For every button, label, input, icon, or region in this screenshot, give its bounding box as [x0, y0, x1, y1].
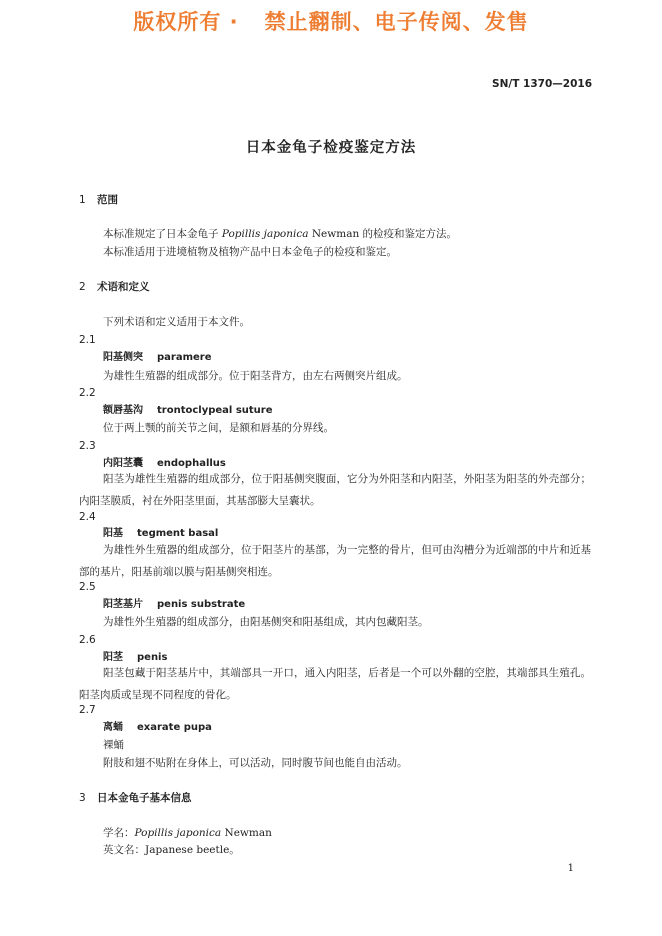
term-2-3-definition: 阳茎为雄性生殖器的组成部分，位于阳基侧突腹面，它分为外阳茎和内阳茎，外阳茎为阳茎的外壳部分；内阳茎膜质，衬在外阳茎里面，其基部膨大呈囊状。	[79, 473, 591, 507]
term-2-1-definition: 为雄性生殖器的组成部分。位于阳茎背方，由左右两侧突片组成。	[103, 370, 408, 382]
term-2-6-definition: 阳茎包藏于阳茎基片中，其端部具一开口，通入内阳茎，后者是一个可以外翻的空腔，其端部具生殖孔。阳茎肉质或呈现不同程度的骨化。	[79, 667, 591, 701]
term-2-2-definition: 位于两上颚的前关节之间，是额和唇基的分界线。	[103, 422, 334, 434]
term-2-6-heading: 阳茎 penis	[103, 652, 168, 663]
section-1-paragraph-2: 本标准适用于进境植物及植物产品中日本金龟子的检疫和鉴定。	[103, 246, 397, 258]
term-2-2-number: 2.2	[79, 387, 96, 399]
term-2-3-number: 2.3	[79, 440, 96, 452]
term-2-7-heading: 离蛹 exarate pupa	[103, 722, 212, 733]
term-2-1-number: 2.1	[79, 334, 96, 346]
term-2-5-number: 2.5	[79, 581, 96, 593]
term-2-6-number: 2.6	[79, 634, 96, 646]
term-2-4-number: 2.4	[79, 511, 96, 523]
term-2-4-heading: 阳基 tegment basal	[103, 528, 219, 539]
english-name-line: 英文名：Japanese beetle。	[103, 844, 240, 856]
term-2-4-definition: 为雄性外生殖器的组成部分，位于阳茎片的基部，为一完整的骨片，但可由沟槽分为近端部的中片和近基部的基片，阳基前端以膜与阳基侧突相连。	[79, 544, 591, 578]
document-title: 日本金龟子检疫鉴定方法	[245, 140, 417, 156]
term-2-7-number: 2.7	[79, 704, 96, 716]
term-2-3-heading: 内阳茎囊 endophallus	[103, 458, 226, 469]
section-1-heading: 1 范围	[79, 194, 118, 206]
standard-number: SN/T 1370—2016	[492, 78, 592, 90]
section-2-heading: 2 术语和定义	[79, 281, 150, 293]
term-2-7-definition: 附肢和翅不贴附在身体上，可以活动，同时腹节间也能自由活动。	[103, 757, 408, 769]
term-2-5-definition: 为雄性外生殖器的组成部分，由阳基侧突和阳基组成，其内包藏阳茎。	[103, 616, 429, 628]
copyright-watermark: 版权所有 · 禁止翻制、电子传阅、发售	[133, 10, 529, 34]
section-1-paragraph-1: 本标准规定了日本金龟子 Popillis japonica Newman 的检疫和鉴定方法。	[103, 228, 458, 240]
term-2-2-heading: 额唇基沟 trontoclypeal suture	[103, 405, 273, 416]
section-2-intro: 下列术语和定义适用于本文件。	[103, 316, 250, 328]
term-2-5-heading: 阳茎基片 penis substrate	[103, 599, 246, 610]
page-number: 1	[567, 863, 574, 874]
term-2-7-synonym: 裸蛹	[103, 739, 124, 751]
term-2-1-heading: 阳基侧突 paramere	[103, 352, 212, 363]
section-3-heading: 3 日本金龟子基本信息	[79, 792, 192, 804]
scientific-name-line: 学名：Popillis japonica Newman	[103, 827, 272, 839]
